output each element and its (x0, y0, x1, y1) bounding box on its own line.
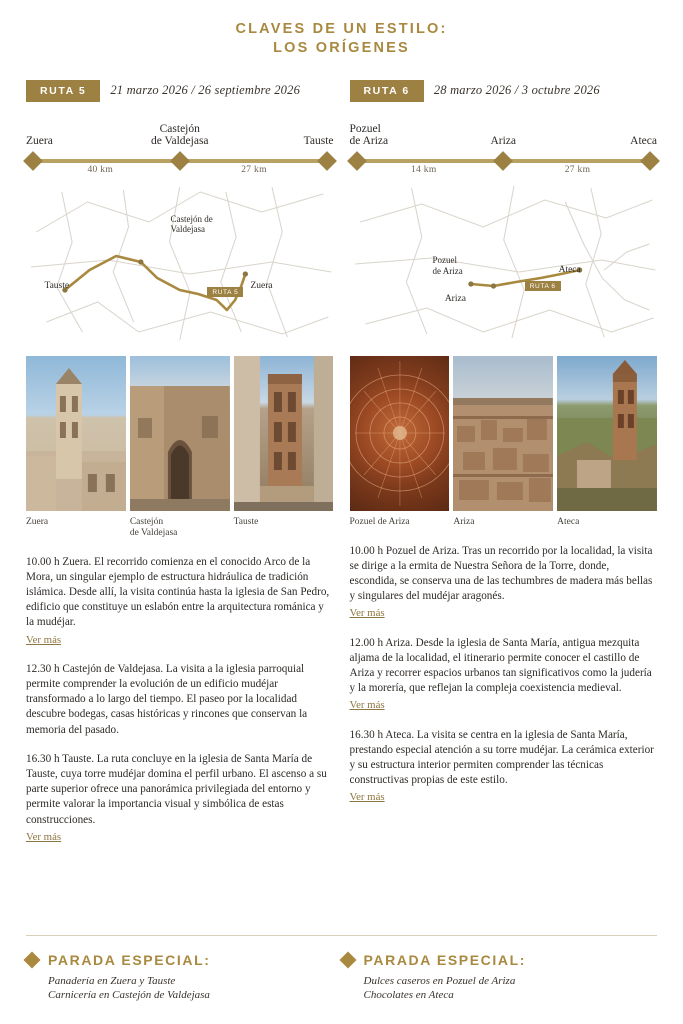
itinerary-paragraph (350, 544, 658, 622)
photo-castejon (130, 356, 230, 511)
paragraph-text: 10.00 h Pozuel de Ariza. Tras un recorrido por la localidad, la visita se dirige a la ermita de Nuestra Señora de la Torre, donde, escondida, se conserva una de las techumbres de madera más bellas y singulares del mudéjar aragonés. (349, 544, 653, 603)
page-title-line1: CLAVES DE UN ESTILO: (235, 21, 448, 37)
route-itinerary-6 (350, 118, 658, 174)
itinerary-stop-1: Zuera (26, 135, 53, 147)
paragraph-text: 12.00 h Ariza. Desde la iglesia de Santa María, antigua mezquita aljama de la localidad, el itinerario permite conocer el castillo de Ariza y recorrer espacios urbanos tan significativos como la judería y la morería, que reflejan la compleja coexistencia medieval. (349, 636, 652, 695)
map-label-castejon: Castejón de Valdejasa (170, 213, 213, 234)
itinerary-stop-2: Ariza (490, 135, 517, 147)
photo-item (234, 356, 334, 539)
itinerary-stop-2 (129, 123, 230, 148)
route-map-6 (350, 182, 658, 342)
photo-item (130, 356, 230, 539)
itinerary-paragraph (26, 752, 334, 845)
map-label-ateca: Ateca (558, 264, 581, 275)
itinerary-paragraph (350, 728, 658, 806)
ver-mas-link[interactable]: Ver más (26, 633, 62, 646)
map-label-tauste: Tauste (44, 280, 70, 291)
photo-caption: Zuera (26, 516, 49, 527)
itinerary-paragraph (350, 636, 658, 714)
route-dates-6: 28 marzo 2026 / 3 octubre 2026 (433, 83, 600, 98)
ver-mas-link[interactable]: Ver más (349, 607, 385, 620)
itinerary-leg-1: 40 km (87, 164, 114, 175)
photo-caption: Ateca (557, 516, 580, 527)
page-title-line2: LOS ORÍGENES (273, 40, 410, 56)
route-description-6 (350, 544, 658, 806)
ver-mas-link[interactable]: Ver más (349, 791, 385, 804)
diamond-marker-icon (23, 151, 43, 171)
list-item: Carnicería en Castejón de Valdejasa (48, 989, 210, 1001)
map-route-tag: RUTA 6 (525, 281, 561, 291)
diamond-marker-icon (640, 151, 660, 171)
itinerary-paragraph (26, 662, 334, 738)
itinerary-bar (350, 152, 658, 174)
route-dates-5: 21 marzo 2026 / 26 septiembre 2026 (110, 83, 301, 98)
itinerary-stop-3: Tauste (303, 135, 334, 147)
paragraph-text: 10.00 h Zuera. El recorrido comienza en el conocido Arco de la Mora, un singular ejemplo de estructura hidráulica de tradición islámica. Desde allí, la visita continúa hasta la iglesia de San Pedro, edificio que constituye un eslabón entre la arquitectura románica y la mudéjar. (26, 555, 330, 629)
itinerary-paragraph (26, 555, 334, 648)
map-graphic (26, 182, 334, 342)
list-item: Dulces caseros en Pozuel de Ariza (363, 975, 516, 987)
special-stop-5 (26, 952, 342, 1002)
photo-ateca (557, 356, 657, 511)
photo-strip-6 (350, 356, 658, 528)
diamond-icon (339, 952, 356, 969)
route-badge-6: RUTA 6 (350, 80, 424, 102)
itinerary-leg-2: 27 km (241, 164, 267, 175)
special-stop-title: PARADA ESPECIAL: (342, 952, 644, 968)
map-label-zuera: Zuera (250, 280, 273, 291)
ver-mas-link[interactable]: Ver más (349, 699, 385, 712)
photo-item (26, 356, 126, 539)
photo-item (557, 356, 657, 528)
map-label-pozuel: Pozuel de Ariza (432, 255, 463, 276)
route-description-5 (26, 555, 334, 845)
special-stop-6 (342, 952, 658, 1002)
route-badge-5: RUTA 5 (26, 80, 100, 102)
photo-item (453, 356, 553, 528)
map-graphic (350, 182, 658, 342)
photo-caption: Tauste (233, 516, 259, 527)
paragraph-text: 12.30 h Castejón de Valdejasa. La visita a la iglesia parroquial permite comprender la evolución de un edificio mudéjar transformado a lo largo del tiempo. El paseo por la localidad descubre bodegas, casas históricas y rincones que conservan la memoria del pasado. (26, 662, 308, 736)
photo-ariza (453, 356, 553, 511)
itinerary-stop-1-line1: Pozuel (349, 122, 381, 135)
itinerary-stop-1-line2: de Ariza (349, 135, 389, 147)
diamond-marker-icon (317, 151, 337, 171)
diamond-marker-icon (347, 151, 367, 171)
route-header-5 (26, 80, 334, 102)
diamond-marker-icon (170, 151, 190, 171)
special-stops-section (0, 935, 683, 1024)
photo-caption: Pozuel de Ariza (349, 516, 410, 527)
itinerary-leg-2: 27 km (564, 164, 591, 175)
route-column-5 (18, 70, 342, 845)
itinerary-stop-1 (350, 123, 451, 148)
paragraph-text: 16.30 h Ateca. La visita se centra en la iglesia de Santa María, prestando especial atención a su torre mudéjar. La cerámica exterior y su estructura interior permiten comprender las técnicas constructivas propias de este estilo. (349, 728, 654, 787)
paragraph-text: 16.30 h Tauste. La ruta concluye en la iglesia de Santa María de Tauste, cuya torre mudéjar domina el perfil urbano. El ascenso a su parte superior ofrece una panorámica privilegiada del entorno y permite valorar la importancia visual y simbólica de estas construcciones. (26, 752, 327, 826)
photo-caption: Castejón de Valdejasa (129, 516, 178, 538)
list-item: Panadería en Zuera y Tauste (48, 975, 176, 987)
routes-container (0, 70, 683, 845)
photo-item (350, 356, 450, 528)
route-map-5 (26, 182, 334, 342)
diamond-marker-icon (493, 151, 513, 171)
map-route-tag: RUTA 5 (207, 287, 243, 297)
map-label-ariza: Ariza (444, 293, 466, 304)
special-stop-list (342, 974, 644, 1002)
divider (26, 935, 657, 936)
photo-zuera (26, 356, 126, 511)
photo-strip-5 (26, 356, 334, 539)
photo-tauste (234, 356, 334, 511)
page-title (0, 0, 683, 70)
route-column-6 (342, 70, 666, 845)
special-stop-title: PARADA ESPECIAL: (26, 952, 328, 968)
itinerary-stop-2-line1: Castejón (159, 122, 200, 135)
itinerary-bar (26, 152, 334, 174)
itinerary-stop-2-line2: de Valdejasa (150, 135, 209, 147)
route-itinerary-5 (26, 118, 334, 174)
photo-pozuel-de-ariza (350, 356, 450, 511)
diamond-icon (24, 952, 41, 969)
photo-caption: Ariza (453, 516, 475, 527)
route-header-6 (350, 80, 658, 102)
itinerary-leg-1: 14 km (411, 164, 437, 175)
ver-mas-link[interactable]: Ver más (26, 830, 62, 843)
special-stop-list (26, 974, 328, 1002)
list-item: Chocolates en Ateca (363, 989, 454, 1001)
itinerary-stop-3: Ateca (630, 135, 657, 147)
